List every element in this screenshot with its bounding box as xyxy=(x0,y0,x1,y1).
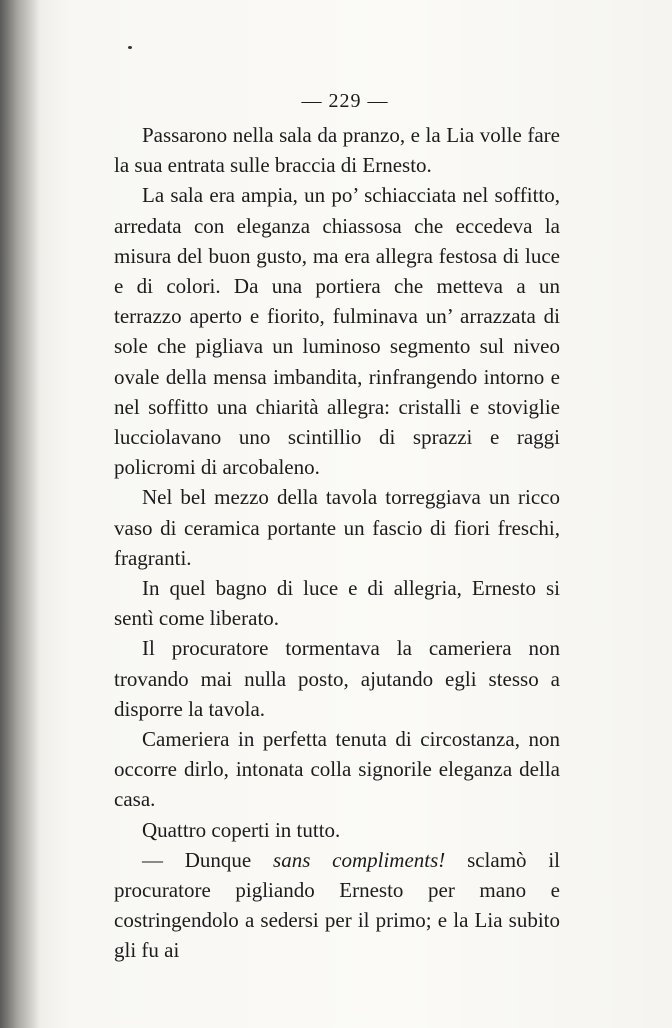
paragraph-4: In quel bagno di luce e di allegria, Ernesto si sentì come liberato. xyxy=(114,576,560,631)
dialogue-open: — Dunque xyxy=(142,847,274,872)
paragraph-1: Passarono nella sala da pranzo, e la Lia volle fare la sua entrata sulle braccia di Ernesto. xyxy=(114,123,560,178)
paragraph-5: Il procuratore tormentava la cameriera non trovando mai nulla posto, ajutando egli stesso a disporre la tavola. xyxy=(114,636,560,721)
italic-phrase: sans compliments! xyxy=(273,847,446,872)
paragraph-7: Quattro coperti in tutto. xyxy=(142,817,341,842)
paragraph-2: La sala era ampia, un po’ schiacciata nel soffitto, arredata con eleganza chiassosa che eccedeva la misura del buon gusto, ma era allegra festosa di luce e di colori. Da una portiera che metteva a un terrazzo aperto e fiorito, fulminava un’ arrazzata di sole che pigliava un luminoso segmento sul niveo ovale della mensa imbandita, rinfrangendo intorno e nel soffitto una chiarità allegra: cristalli e stoviglie lucciolavano uno scintillio di sprazzi e raggi policromi di arcobaleno. xyxy=(114,183,560,480)
paragraph-6: Cameriera in perfetta tenuta di circostanza, non occorre dirlo, intonata colla signorile eleganza della casa. xyxy=(114,727,560,812)
dialogue-rest: sclamò il procuratore pigliando Ernesto per mano e costringendolo a sedersi per il primo; e la Lia subito gli fu ai xyxy=(114,847,560,963)
page-number: — 229 — xyxy=(301,90,389,112)
ink-speck xyxy=(128,46,132,49)
paragraph-8 xyxy=(114,845,560,966)
paragraph-3: Nel bel mezzo della tavola torreggiava un ricco vaso di ceramica portante un fascio di fiori freschi, fragranti. xyxy=(114,485,560,570)
body-text xyxy=(114,120,560,966)
binding-gutter xyxy=(0,0,40,1028)
